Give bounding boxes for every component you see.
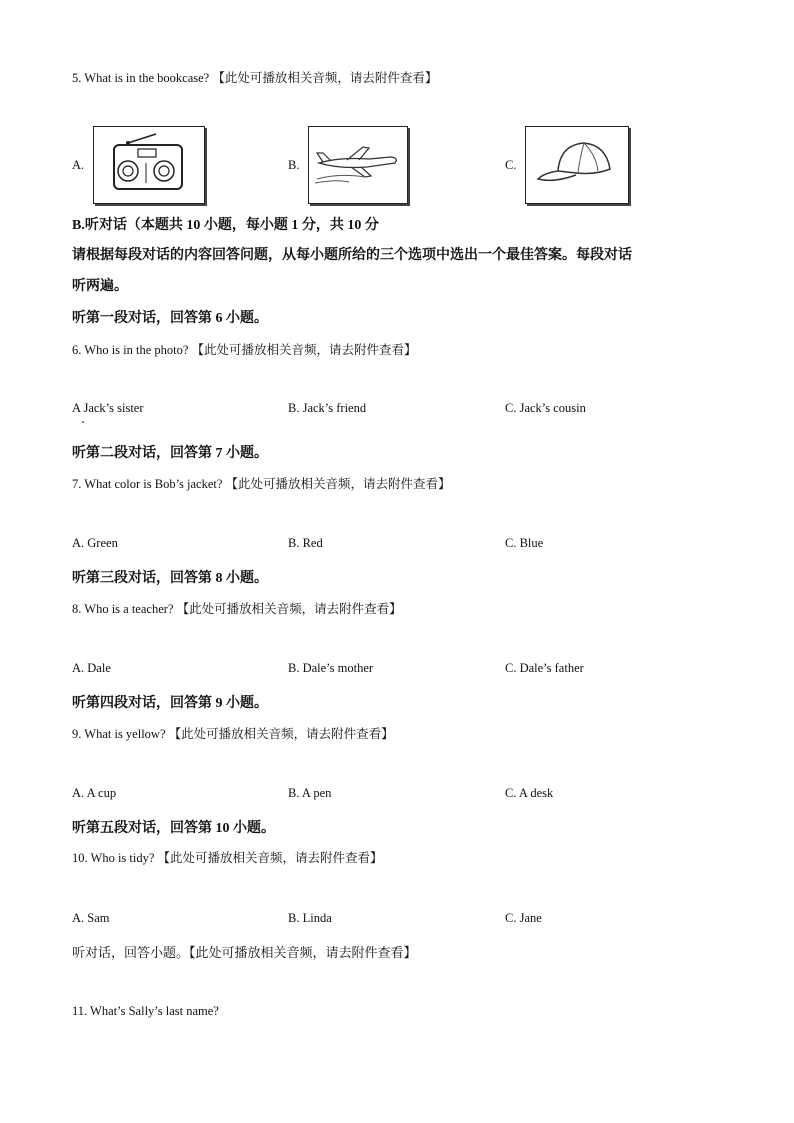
q8-option-c: C. Dale’s father (505, 661, 584, 675)
dialogue-5-header: 听第五段对话，回答第 10 小题。 (72, 821, 275, 836)
q6-option-b: B. Jack’s friend (288, 401, 367, 415)
q10-question: 10. Who is tidy? 【此处可播放相关音频，请去附件查看】 (72, 851, 383, 865)
q9-question: 9. What is yellow? 【此处可播放相关音频，请去附件查看】 (72, 727, 394, 741)
q10-option-c: C. Jane (505, 911, 542, 925)
airplane-icon (309, 127, 407, 203)
stray-dot (82, 421, 84, 423)
q5-option-b-label: B. (288, 158, 300, 172)
q10-option-b: B. Linda (288, 911, 332, 925)
q9-option-b: B. A pen (288, 786, 332, 800)
q7-option-c: C. Blue (505, 536, 544, 550)
q8-option-a: A. Dale (72, 661, 111, 675)
q9-option-a: A. A cup (72, 786, 117, 800)
q11-question: 11. What’s Sally’s last name? (72, 1004, 219, 1018)
q10-option-a: A. Sam (72, 911, 110, 925)
dialogue-4-header: 听第四段对话，回答第 9 小题。 (72, 696, 268, 711)
q5-option-a-label: A. (72, 158, 85, 172)
final-instruction: 听对话，回答小题。【此处可播放相关音频，请去附件查看】 (72, 945, 417, 960)
dialogue-3-header: 听第三段对话，回答第 8 小题。 (72, 571, 268, 586)
q5-question: 5. What is in the bookcase? 【此处可播放相关音频，请去附件查看】 (72, 71, 438, 85)
section-b-title: B.听对话（本题共 10 小题，每小题 1 分，共 10 分 (72, 218, 379, 233)
q5-option-c-image (525, 126, 629, 204)
q7-option-b: B. Red (288, 536, 323, 550)
q6-question: 6. Who is in the photo? 【此处可播放相关音频，请去附件查看】 (72, 343, 417, 357)
q7-option-a: A. Green (72, 536, 118, 550)
q9-option-c: C. A desk (505, 786, 554, 800)
section-b-instruction-2: 听两遍。 (72, 279, 128, 294)
q8-question: 8. Who is a teacher? 【此处可播放相关音频，请去附件查看】 (72, 602, 402, 616)
q5-option-b-image (308, 126, 408, 204)
dialogue-2-header: 听第二段对话，回答第 7 小题。 (72, 446, 268, 461)
dialogue-1-header: 听第一段对话，回答第 6 小题。 (72, 311, 268, 326)
section-b-instruction-1: 请根据每段对话的内容回答问题，从每小题所给的三个选项中选出一个最佳答案。每段对话 (72, 248, 632, 263)
cap-icon (526, 127, 628, 203)
q5-option-a-image (93, 126, 205, 204)
q7-question: 7. What color is Bob’s jacket? 【此处可播放相关音频，请去附件查看】 (72, 477, 451, 491)
q5-option-c-label: C. (505, 158, 517, 172)
radio-icon (94, 127, 204, 203)
q8-option-b: B. Dale’s mother (288, 661, 374, 675)
q6-option-c: C. Jack’s cousin (505, 401, 586, 415)
q6-option-a: A Jack’s sister (72, 401, 144, 415)
